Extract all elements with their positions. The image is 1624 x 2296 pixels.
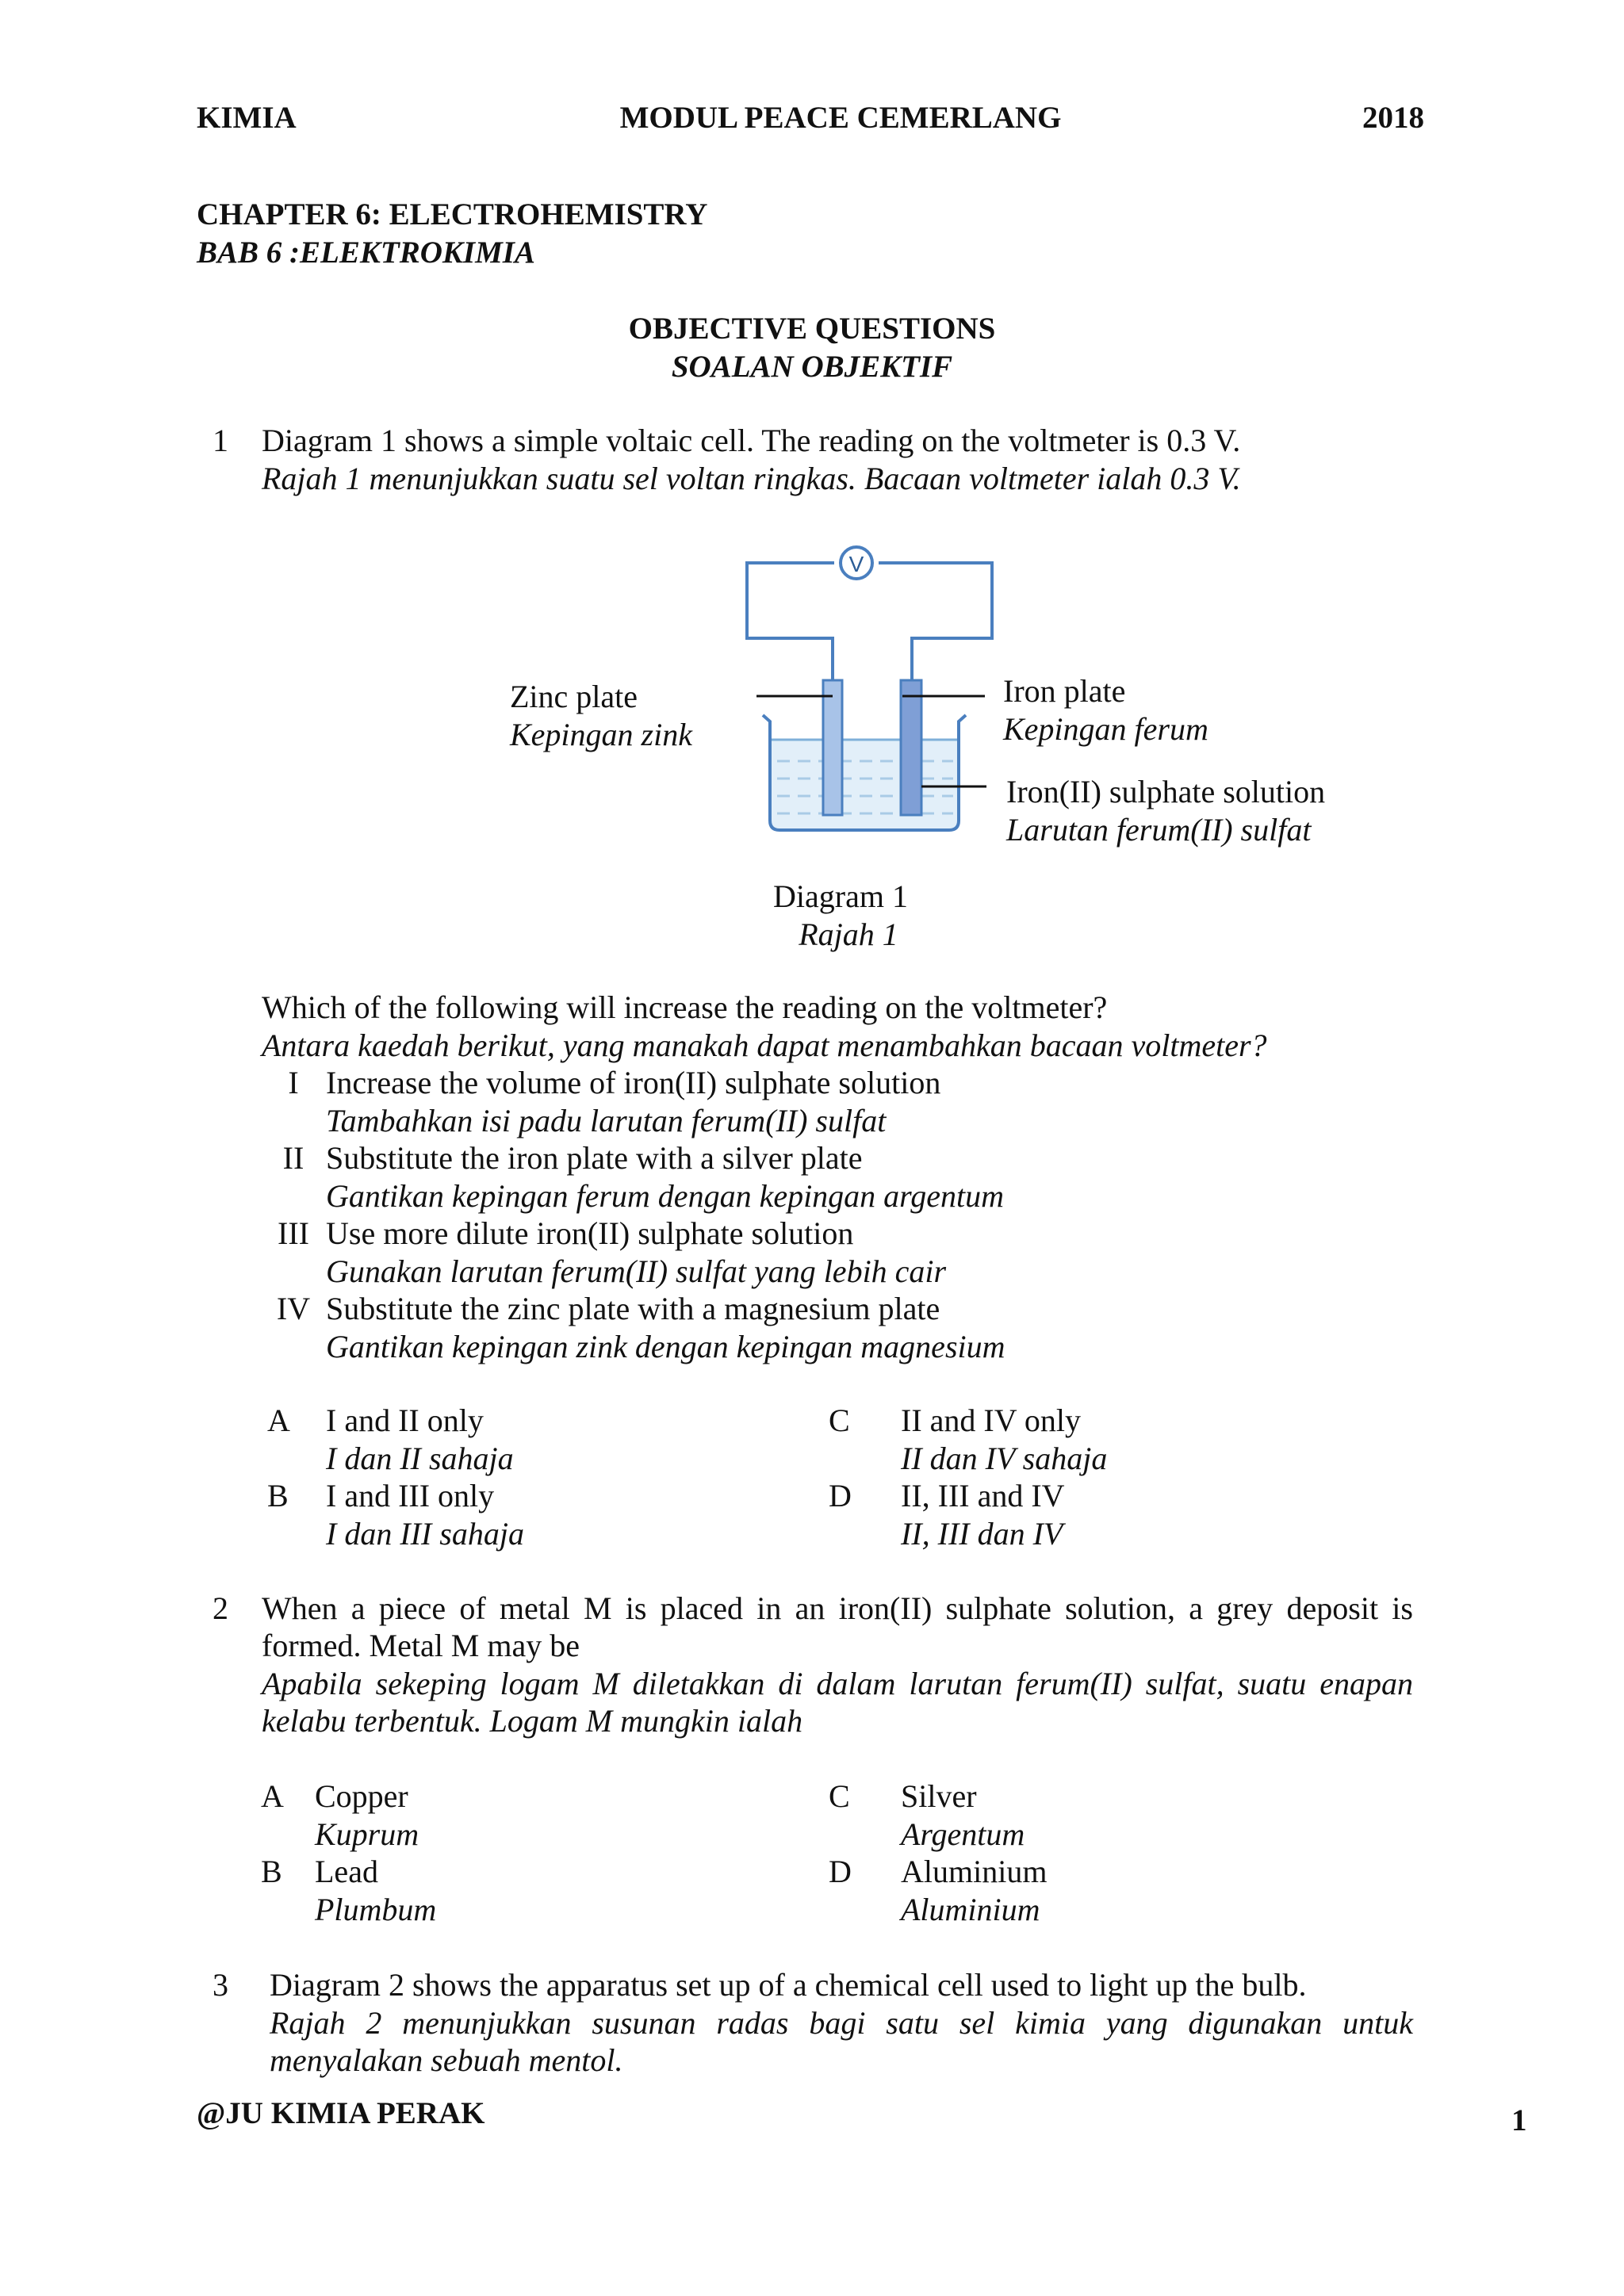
iron-plate-label-malay: Kepingan ferum (1003, 711, 1208, 747)
question-2-stem-malay: Apabila sekeping logam M diletakkan di dalam larutan ferum(II) sulfat, suatu enapan kelabu terbentuk. Logam M mungkin ialah (262, 1666, 1413, 1739)
option-text: Silver (901, 1778, 977, 1814)
option-text-malay: Kuprum (315, 1816, 419, 1852)
option-text-malay: II dan IV sahaja (901, 1441, 1108, 1476)
question-1-prompt-malay: Antara kaedah berikut, yang manakah dapat menambahkan bacaan voltmeter? (262, 1027, 1267, 1063)
statement-numeral: IV (276, 1291, 311, 1326)
zinc-plate (823, 680, 842, 815)
question-2-stem: When a piece of metal M is placed in an iron(II) sulphate solution, a grey deposit is formed. Metal M may be (262, 1590, 1413, 1663)
option-text-malay: I dan III sahaja (326, 1516, 524, 1552)
statement-text-malay: Gunakan larutan ferum(II) sulfat yang lebih cair (326, 1253, 947, 1289)
question-3-number: 3 (213, 1967, 228, 2003)
statement-text-malay: Tambahkan isi padu larutan ferum(II) sulfat (326, 1103, 887, 1138)
option-letter: A (267, 1402, 290, 1438)
option-letter: C (829, 1778, 850, 1814)
option-text-malay: Argentum (901, 1816, 1025, 1852)
header-year: 2018 (1362, 101, 1424, 135)
question-3-stem: Diagram 2 shows the apparatus set up of a chemical cell used to light up the bulb. (270, 1967, 1307, 2003)
iron-plate (901, 680, 921, 815)
option-text: II, III and IV (901, 1478, 1065, 1513)
iron-plate-label: Iron plate (1003, 673, 1126, 709)
option-text-malay: I dan II sahaja (326, 1441, 514, 1476)
option-text-malay: Plumbum (315, 1892, 437, 1927)
option-text-malay: II, III dan IV (901, 1516, 1063, 1552)
chapter-title-malay: BAB 6 :ELEKTROKIMIA (197, 235, 535, 270)
statement-text: Substitute the zinc plate with a magnesium plate (326, 1291, 940, 1326)
statement-text-malay: Gantikan kepingan ferum dengan kepingan argentum (326, 1178, 1005, 1214)
question-2-number: 2 (213, 1590, 228, 1626)
option-text: Aluminium (901, 1854, 1048, 1889)
statement-text: Use more dilute iron(II) sulphate solution (326, 1215, 854, 1251)
solution-label-malay: Larutan ferum(II) sulfat (1006, 812, 1312, 848)
diagram-1-caption: Diagram 1 (773, 878, 908, 914)
zinc-plate-label: Zinc plate (510, 679, 638, 714)
statement-numeral: I (288, 1065, 299, 1100)
question-1-prompt: Which of the following will increase the reading on the voltmeter? (262, 989, 1108, 1025)
section-title: OBJECTIVE QUESTIONS (628, 312, 996, 346)
option-text: Lead (315, 1854, 378, 1889)
zinc-plate-label-malay: Kepingan zink (510, 717, 692, 752)
voltmeter-symbol: V (848, 552, 864, 576)
option-letter: A (261, 1778, 284, 1814)
option-letter: D (829, 1854, 852, 1889)
solution-label: Iron(II) sulphate solution (1006, 774, 1326, 809)
statement-numeral: III (278, 1215, 309, 1251)
section-title-malay: SOALAN OBJEKTIF (671, 350, 953, 384)
statement-text: Increase the volume of iron(II) sulphate solution (326, 1065, 941, 1100)
diagram-1-caption-malay: Rajah 1 (799, 916, 898, 952)
footer-credit: @JU KIMIA PERAK (197, 2096, 485, 2130)
option-text: Copper (315, 1778, 408, 1814)
header-subject: KIMIA (197, 101, 297, 135)
statement-numeral: II (282, 1140, 304, 1176)
header-module-title: MODUL PEACE CEMERLANG (619, 101, 1062, 135)
statement-text-malay: Gantikan kepingan zink dengan kepingan magnesium (326, 1329, 1005, 1364)
question-3-stem-malay: Rajah 2 menunjukkan susunan radas bagi satu sel kimia yang digunakan untuk menyalakan sebuah mentol. (270, 2005, 1413, 2078)
question-1-stem: Diagram 1 shows a simple voltaic cell. The reading on the voltmeter is 0.3 V. (262, 423, 1241, 458)
voltaic-cell-diagram (698, 531, 1015, 864)
option-letter: C (829, 1402, 850, 1438)
page-number: 1 (1511, 2103, 1527, 2137)
option-letter: D (829, 1478, 852, 1513)
option-text: I and III only (326, 1478, 495, 1513)
question-1-stem-malay: Rajah 1 menunjukkan suatu sel voltan ringkas. Bacaan voltmeter ialah 0.3 V. (262, 461, 1241, 496)
option-text: II and IV only (901, 1402, 1081, 1438)
option-letter: B (261, 1854, 282, 1889)
statement-text: Substitute the iron plate with a silver plate (326, 1140, 863, 1176)
question-1-number: 1 (213, 423, 228, 458)
option-text: I and II only (326, 1402, 484, 1438)
option-letter: B (267, 1478, 289, 1513)
chapter-title: CHAPTER 6: ELECTROHEMISTRY (197, 197, 708, 232)
option-text-malay: Aluminium (901, 1892, 1040, 1927)
